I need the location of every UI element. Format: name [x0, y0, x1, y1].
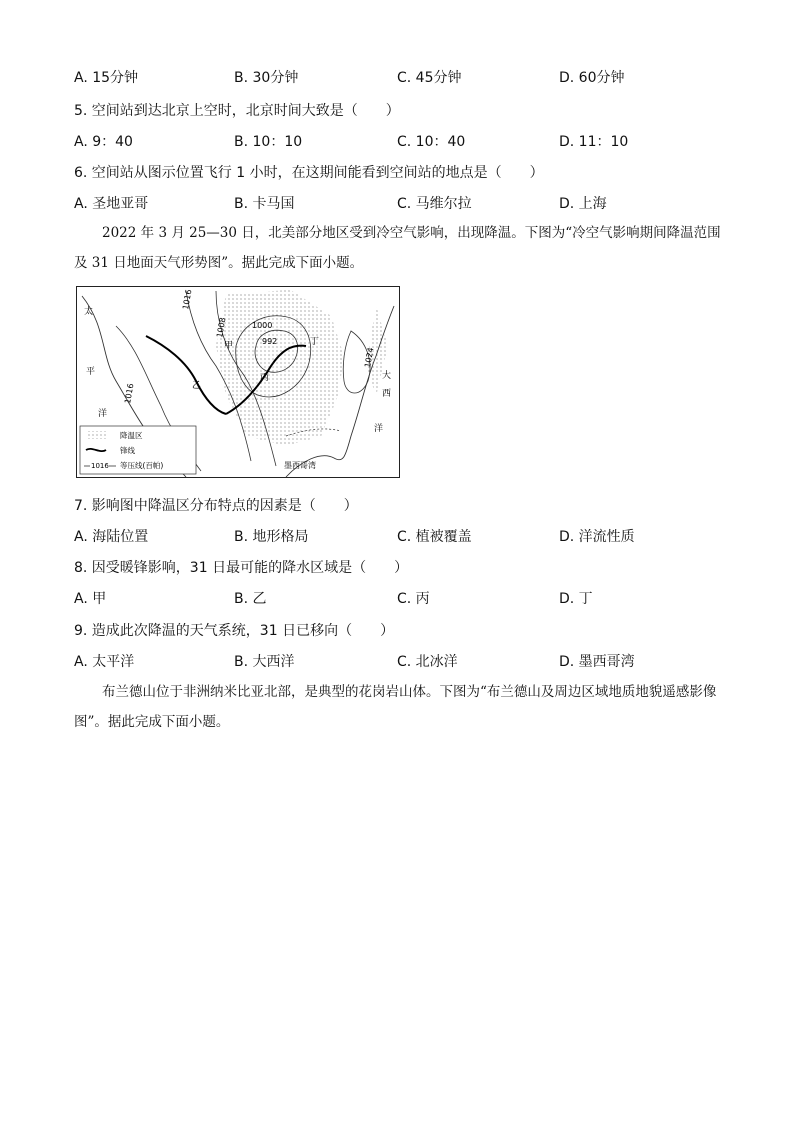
q9-stem: 9. 造成此次降温的天气系统，31 日已移向（ ）: [74, 623, 395, 639]
q8-stem: 8. 因受暖锋影响，31 日最可能的降水区域是（ ）: [74, 560, 409, 576]
isobar-label: 1024: [363, 346, 376, 369]
weather-map: [76, 286, 400, 478]
region-label-bing: 丙: [260, 373, 270, 383]
q9-option-a[interactable]: A. 太平洋: [74, 654, 135, 670]
q6-option-c[interactable]: C. 马维尔拉: [397, 196, 472, 212]
passage-brandberg: 布兰德山位于非洲纳米比亚北部，是典型的花岗岩山体。下图为“布兰德山及周边区域地质地貌遥感影像图”。据此完成下面小题。: [74, 684, 717, 730]
q8-option-d[interactable]: D. 丁: [559, 591, 593, 607]
region-label-jia: 甲: [224, 341, 234, 351]
q8-option-a[interactable]: A. 甲: [74, 591, 107, 607]
legend-sample: 1016: [91, 462, 109, 470]
q4-option-d[interactable]: D. 60分钟: [559, 70, 625, 86]
water-label: 大: [382, 371, 392, 381]
q9-option-b[interactable]: B. 大西洋: [234, 654, 295, 670]
q5-option-d[interactable]: D. 11：10: [559, 134, 629, 150]
isobar-label: 1016: [123, 382, 136, 405]
q7-option-b[interactable]: B. 地形格局: [234, 529, 309, 545]
water-label-gulf: 墨西哥湾: [284, 461, 316, 470]
q8-options: [0, 588, 794, 610]
water-label: 洋: [98, 409, 108, 419]
isobar-label: 1016: [181, 288, 194, 311]
q7-option-c[interactable]: C. 植被覆盖: [397, 529, 472, 545]
q9-option-c[interactable]: C. 北冰洋: [397, 654, 458, 670]
q8-option-b[interactable]: B. 乙: [234, 591, 267, 607]
q4-option-c[interactable]: C. 45分钟: [397, 70, 462, 86]
region-label-ding: 丁: [310, 337, 320, 347]
q7-option-d[interactable]: D. 洋流性质: [559, 529, 635, 545]
q4-option-b[interactable]: B. 30分钟: [234, 70, 299, 86]
passage-north-america: 2022 年 3 月 25—30 日，北美部分地区受到冷空气影响，出现降温。下图为“冷空气影响期间降温范围及 31 日地面天气形势图”。据此完成下面小题。: [74, 225, 721, 271]
q5-option-b[interactable]: B. 10：10: [234, 134, 303, 150]
q6-option-a[interactable]: A. 圣地亚哥: [74, 196, 149, 212]
q5-option-a[interactable]: A. 9：40: [74, 134, 133, 150]
q6-stem: 6. 空间站从图示位置飞行 1 小时，在这期间能看到空间站的地点是（ ）: [74, 165, 544, 181]
isobar-label: 1000: [252, 321, 273, 330]
legend-label: 降温区: [120, 431, 143, 440]
q4-option-a[interactable]: A. 15分钟: [74, 70, 139, 86]
water-label: 平: [86, 367, 96, 377]
q7-stem: 7. 影响图中降温区分布特点的因素是（ ）: [74, 498, 358, 514]
legend-label: 锋线: [120, 446, 135, 455]
legend-swatch-cooling: [86, 431, 106, 439]
region-label-yi: 乙: [192, 381, 202, 391]
q5-option-c[interactable]: C. 10：40: [397, 134, 466, 150]
isobar-label: 992: [262, 337, 278, 346]
q5-stem: 5. 空间站到达北京上空时，北京时间大致是（ ）: [74, 103, 400, 119]
water-label: 太: [84, 307, 94, 317]
q7-options: [0, 526, 794, 548]
q6-option-d[interactable]: D. 上海: [559, 196, 607, 212]
q9-option-d[interactable]: D. 墨西哥湾: [559, 654, 635, 670]
q5-options: [0, 131, 794, 153]
legend-label: 等压线(百帕): [120, 461, 164, 470]
q8-option-c[interactable]: C. 丙: [397, 591, 430, 607]
isobar-label: 1008: [215, 316, 228, 339]
q6-option-b[interactable]: B. 卡马国: [234, 196, 295, 212]
q6-options: [0, 193, 794, 215]
q7-option-a[interactable]: A. 海陆位置: [74, 529, 149, 545]
q9-options: [0, 651, 794, 673]
water-label: 洋: [374, 424, 384, 434]
q4-options: [0, 67, 794, 89]
water-label: 西: [382, 389, 392, 399]
